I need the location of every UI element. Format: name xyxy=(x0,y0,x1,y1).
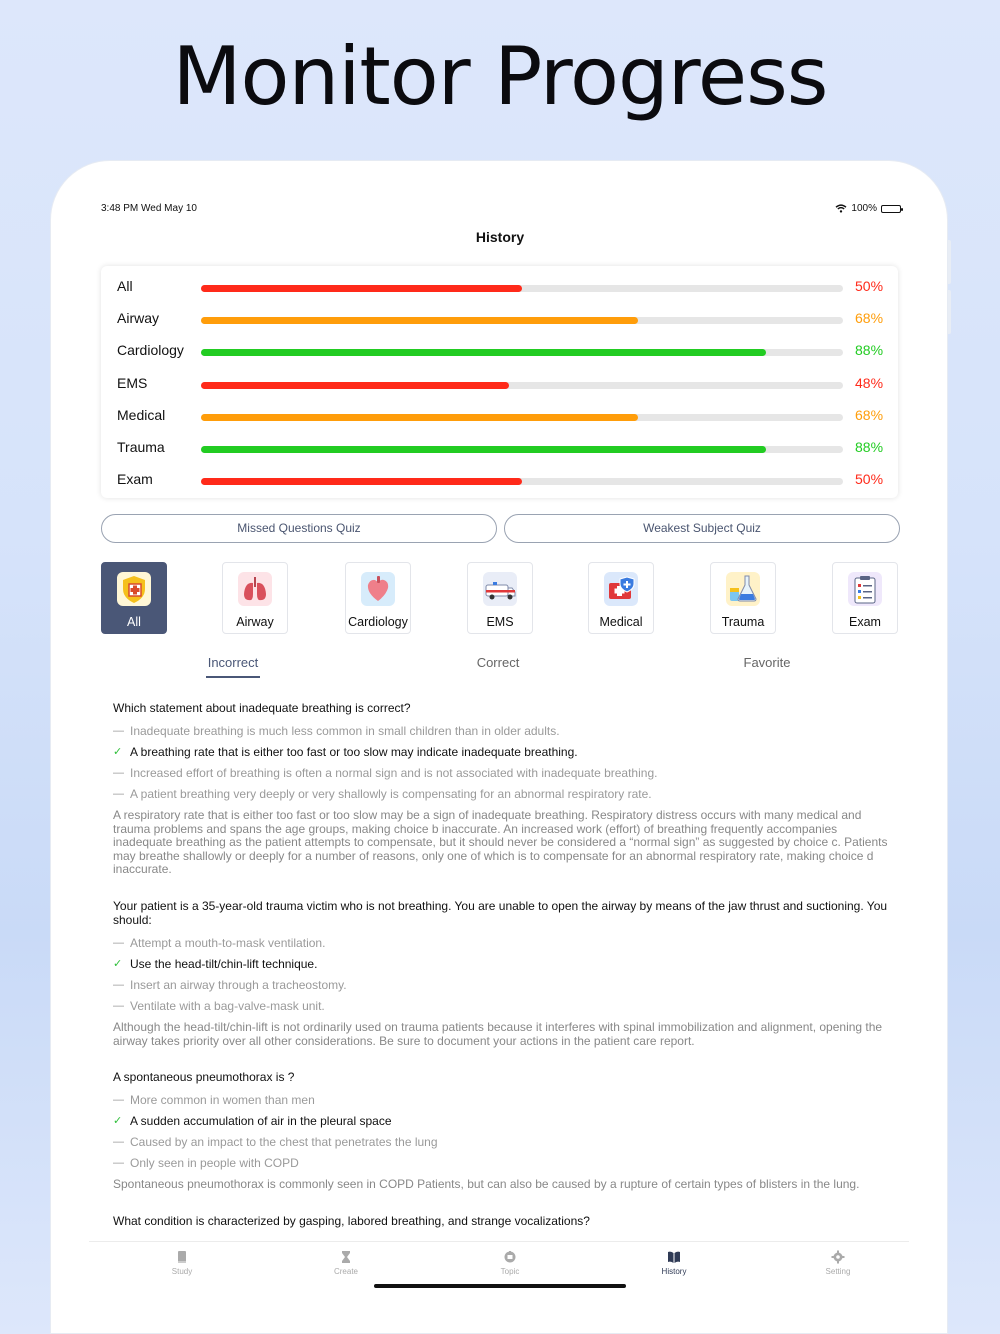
progress-percent: 48% xyxy=(855,374,884,391)
category-tile-medical[interactable] xyxy=(588,562,654,634)
question-card[interactable] xyxy=(113,701,893,877)
question-text: What condition is characterized by gasping, labored breathing, and strange vocalizations? xyxy=(113,1213,590,1228)
explanation-text: A respiratory rate that is either too fast or too slow may be a sign of inadequate breathing. Respiratory distress occurs with many medical and trauma problems and spans the age groups, making choice b inaccurate. An increased work (effort) of breathing frequently accompanies inadequate breathing as the patient attempts to compensate, but it should never be considered a “normal sign” as suggested by choice c. Patients may breathe shallowly or deeply for a number of reasons, only one of which is to compensate for an abnormal respiratory rate, making choice d inaccurate. xyxy=(113,808,888,877)
tabbar-label: Topic xyxy=(500,1267,520,1276)
progress-card xyxy=(101,266,898,498)
category-tile-exam[interactable] xyxy=(832,562,898,634)
progress-row xyxy=(101,274,898,298)
dash-icon: — xyxy=(113,999,124,1012)
tabbar-label: Setting xyxy=(825,1267,851,1276)
progress-percent: 50% xyxy=(855,278,884,294)
tab-incorrect[interactable]: Incorrect xyxy=(207,655,259,670)
flask-icon xyxy=(724,570,762,608)
battery-icon xyxy=(881,205,901,213)
tabbar-label: History xyxy=(661,1267,687,1276)
clipboard-icon xyxy=(846,570,884,608)
question-text: A spontaneous pneumothorax is ? xyxy=(113,1070,295,1085)
page-title: History xyxy=(475,229,525,245)
tabbar-item-topic[interactable] xyxy=(470,1250,550,1276)
progress-label: Trauma xyxy=(117,439,165,455)
dash-icon: — xyxy=(113,788,124,800)
missed-questions-quiz-button[interactable]: Missed Questions Quiz xyxy=(101,514,497,543)
dash-icon: — xyxy=(113,725,124,737)
category-label: Cardiology xyxy=(348,615,408,629)
progress-row xyxy=(101,435,898,459)
tabbar-item-create[interactable] xyxy=(306,1250,386,1276)
question-list xyxy=(113,701,893,1250)
checkmark-icon: ✓ xyxy=(113,746,123,758)
category-tile-all[interactable] xyxy=(101,562,167,634)
progress-track xyxy=(201,349,843,356)
progress-track xyxy=(201,382,843,389)
progress-row xyxy=(101,403,898,427)
answer-option-text: Attempt a mouth-to-mask ventilation. xyxy=(130,935,326,950)
status-right xyxy=(835,203,901,214)
answer-option-text: Use the head-tilt/chin-lift technique. xyxy=(130,956,318,971)
answer-option-text: Inadequate breathing is much less common in small children than in older adults. xyxy=(130,724,560,738)
ambulance-icon xyxy=(481,570,519,608)
answer-option xyxy=(113,745,893,759)
dash-icon: — xyxy=(113,1157,124,1170)
tabbar-item-setting[interactable] xyxy=(798,1250,878,1276)
category-label: Medical xyxy=(599,615,643,629)
progress-label: Exam xyxy=(117,471,153,488)
explanation-text: Although the head-tilt/chin-lift is not ordinarily used on trauma patients because it interferes with spinal immobilization and alignment, opening the airway takes priority over all other considerations. Be sure to document your actions in the patient care report. xyxy=(113,1019,883,1048)
topic-icon xyxy=(470,1250,550,1264)
medical-kit-icon xyxy=(602,570,640,608)
lungs-icon xyxy=(236,570,274,608)
dash-icon: — xyxy=(113,936,124,949)
answer-option-text: A breathing rate that is either too fast or too slow may indicate inadequate breathing. xyxy=(130,745,578,759)
tablet-screen xyxy=(50,160,948,1334)
tabbar-label: Create xyxy=(333,1267,358,1276)
hourglass-icon xyxy=(306,1250,386,1264)
category-label: Trauma xyxy=(721,615,765,629)
question-card[interactable] xyxy=(113,1070,893,1192)
answer-option-text: Ventilate with a bag-valve-mask unit. xyxy=(130,998,325,1013)
progress-bar-fill xyxy=(201,349,766,356)
dash-icon: — xyxy=(113,767,124,779)
hero-title: Monitor Progress xyxy=(172,30,828,123)
weakest-subject-quiz-button[interactable]: Weakest Subject Quiz xyxy=(504,514,900,543)
answer-option-text: Increased effort of breathing is often a normal sign and is not associated with inadequate breathing. xyxy=(130,766,658,780)
progress-label: All xyxy=(117,278,133,294)
category-tile-airway[interactable] xyxy=(222,562,288,634)
progress-track xyxy=(201,414,843,421)
progress-bar-fill xyxy=(201,478,522,485)
open-book-icon xyxy=(634,1250,714,1264)
answer-option-text: A patient breathing very deeply or very shallowly is compensating for an abnormal respiratory rate. xyxy=(130,787,652,801)
progress-label: Medical xyxy=(117,406,166,423)
tab-correct[interactable]: Correct xyxy=(476,655,520,670)
dash-icon: — xyxy=(113,1136,124,1149)
progress-label: Airway xyxy=(117,310,160,327)
answer-option xyxy=(113,999,893,1013)
progress-percent: 88% xyxy=(855,342,884,359)
shield-plus-icon xyxy=(115,570,153,608)
answer-option xyxy=(113,1156,893,1170)
dash-icon: — xyxy=(113,1094,124,1107)
progress-track xyxy=(201,478,843,485)
progress-bar-fill xyxy=(201,317,638,324)
answer-option xyxy=(113,766,893,780)
progress-label: Cardiology xyxy=(117,342,184,359)
checkmark-icon: ✓ xyxy=(113,957,123,970)
progress-bar-fill xyxy=(201,446,766,453)
answer-option xyxy=(113,978,893,992)
answer-option-text: Caused by an impact to the chest that penetrates the lung xyxy=(130,1135,438,1150)
progress-track xyxy=(201,446,843,453)
category-tile-trauma[interactable] xyxy=(710,562,776,634)
progress-row xyxy=(101,467,898,491)
tabbar-label: Study xyxy=(171,1267,193,1276)
status-time: 3:48 PM Wed May 10 xyxy=(101,203,197,214)
category-label: All xyxy=(127,615,141,629)
progress-track xyxy=(201,285,843,292)
category-tile-ems[interactable] xyxy=(467,562,533,634)
book-icon xyxy=(142,1250,222,1264)
answer-option xyxy=(113,936,893,950)
status-bar xyxy=(101,203,901,217)
wifi-icon xyxy=(835,204,847,213)
answer-option-text: More common in women than men xyxy=(130,1093,315,1108)
question-text: Which statement about inadequate breathing is correct? xyxy=(113,701,411,715)
progress-bar-fill xyxy=(201,285,522,292)
answer-option xyxy=(113,787,893,801)
progress-bar-fill xyxy=(201,414,638,421)
question-card[interactable] xyxy=(113,899,893,1048)
home-indicator xyxy=(374,1284,626,1288)
answer-option xyxy=(113,1093,893,1107)
tabbar-item-study[interactable] xyxy=(142,1250,222,1276)
tab-favorite[interactable]: Favorite xyxy=(743,655,791,670)
category-label: EMS xyxy=(486,615,514,629)
answer-option xyxy=(113,957,893,971)
progress-label: EMS xyxy=(117,374,148,391)
answer-option xyxy=(113,1135,893,1149)
progress-row xyxy=(101,306,898,330)
progress-row xyxy=(101,338,898,362)
answer-option-text: A sudden accumulation of air in the pleural space xyxy=(130,1114,392,1129)
gear-icon xyxy=(798,1250,878,1264)
answer-option xyxy=(113,724,893,738)
category-label: Airway xyxy=(236,615,274,629)
question-text: Your patient is a 35-year-old trauma victim who is not breathing. You are unable to open the airway by means of the jaw thrust and suctioning. You should: xyxy=(113,898,888,927)
answer-option xyxy=(113,1114,893,1128)
progress-percent: 68% xyxy=(855,406,884,423)
progress-row xyxy=(101,371,898,395)
progress-track xyxy=(201,317,843,324)
question-card[interactable] xyxy=(113,1214,893,1228)
answer-option-text: Only seen in people with COPD xyxy=(130,1156,299,1171)
explanation-text: Spontaneous pneumothorax is commonly seen in COPD Patients, but can also be caused by a rupture of certain types of blisters in the lung. xyxy=(113,1177,860,1192)
answer-option-text: Insert an airway through a tracheostomy. xyxy=(130,977,347,992)
checkmark-icon: ✓ xyxy=(113,1115,123,1128)
category-label: Exam xyxy=(849,615,881,629)
progress-percent: 50% xyxy=(855,471,884,488)
tab-underline xyxy=(206,676,260,678)
dash-icon: — xyxy=(113,978,124,991)
progress-percent: 88% xyxy=(855,439,884,455)
category-tile-cardiology[interactable] xyxy=(345,562,411,634)
heart-icon xyxy=(359,570,397,608)
progress-percent: 68% xyxy=(855,310,884,327)
progress-bar-fill xyxy=(201,382,509,389)
battery-percent: 100% xyxy=(851,203,877,214)
tabbar-item-history[interactable] xyxy=(634,1250,714,1276)
